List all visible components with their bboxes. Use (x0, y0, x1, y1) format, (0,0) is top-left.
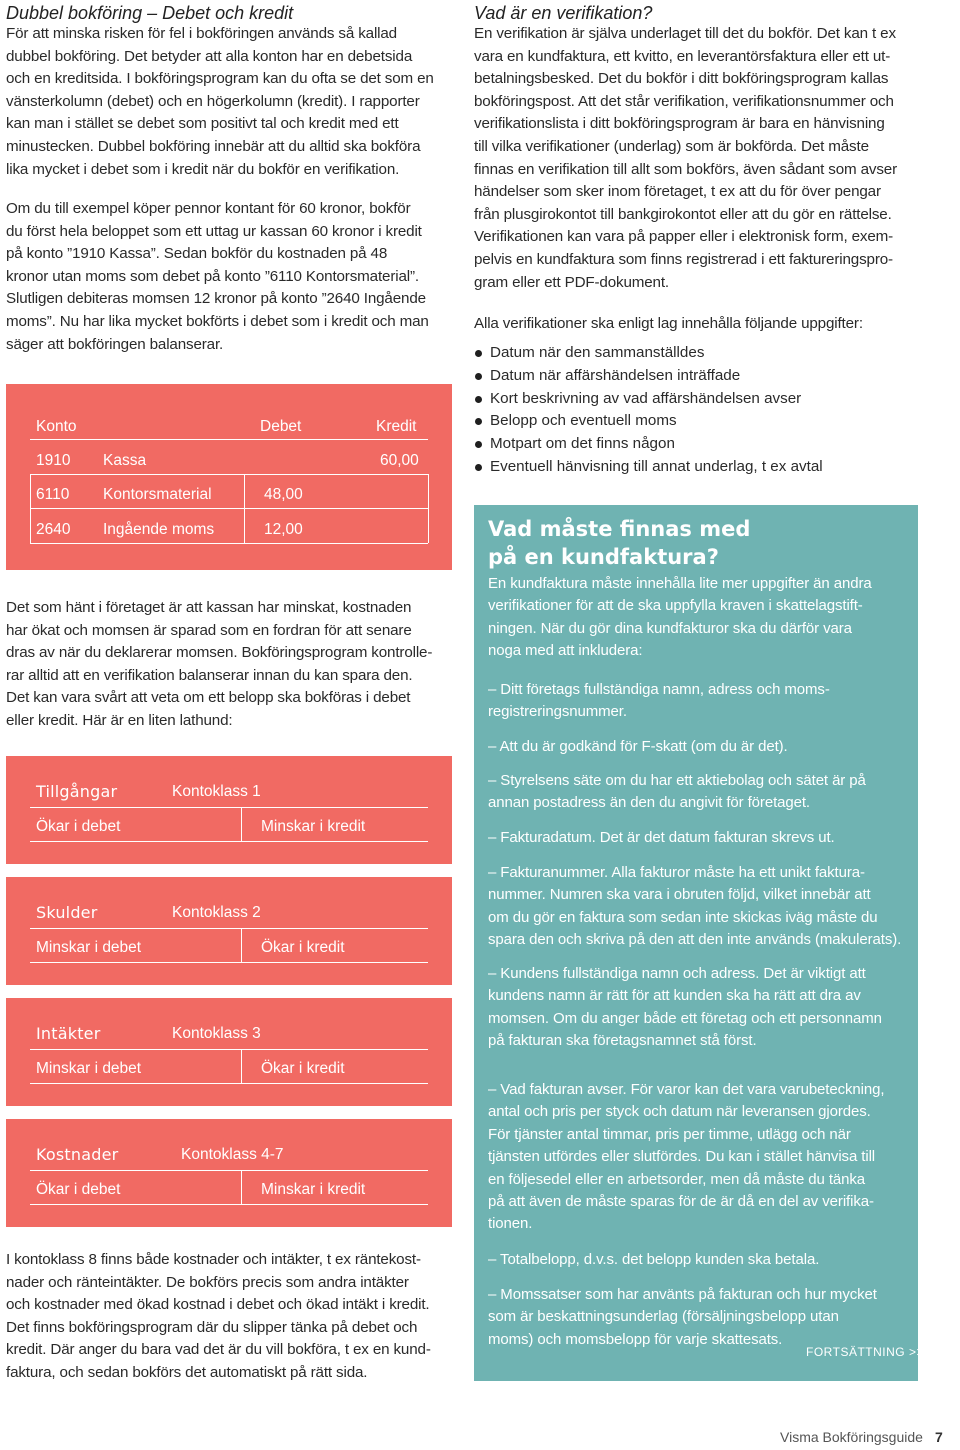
text-line: tjänsten utfördes eller slutfördes. Du kan i stället hänvisa till (488, 1148, 876, 1166)
ledger-divider (30, 474, 31, 543)
text-line: verifikationslista i ditt bokföringsprogram är bara en hänvisning (474, 115, 885, 133)
account-class-debet-rule: Minskar i debet (36, 939, 142, 956)
invoice-info-box (474, 505, 924, 1381)
paragraph-explanation (6, 597, 432, 733)
text-line: säger att bokföringen balanserar. (6, 335, 224, 353)
invoice-requirement (488, 1284, 906, 1351)
invoice-requirement (488, 963, 906, 1053)
text-line: – Kundens fullständiga namn och adress. Det är viktigt att (488, 965, 866, 982)
text-line: dubbel bokföring. Det betyder att alla konton har en debetsida (6, 47, 413, 65)
ledger-row-name: Kontorsmaterial (103, 486, 212, 503)
text-line: Om du till exempel köper pennor kontant för 60 kronor, bokför (6, 200, 411, 217)
paragraph-kontoklass-8 (6, 1249, 431, 1385)
ledger-row-debet: 12,00 (264, 521, 303, 538)
ledger-row-kredit: 60,00 (380, 452, 419, 469)
ledger-header-konto: Konto (36, 418, 77, 435)
footer-brand: Visma Bokföringsguide (780, 1429, 923, 1445)
text-line: I kontoklass 8 finns både kostnader och intäkter, t ex räntekost- (6, 1251, 421, 1268)
account-class-divider (30, 962, 428, 963)
text-line: noga med att inkludera: (488, 642, 643, 660)
text-line: händelser som sker inom företaget, t ex att du för över pengar (474, 183, 881, 201)
account-class-title: Intäkter (36, 1024, 101, 1043)
account-class-divider (30, 807, 428, 808)
text-line: finnas en verifikation till allt som bokförs, även sådant som avser (474, 160, 897, 178)
text-line: som är beskattningsunderlag (försäljningsbelopp utan (488, 1308, 839, 1326)
text-line: – Ditt företags fullständiga namn, adress och moms- (488, 681, 830, 698)
box-title-line: på en kundfaktura? (488, 545, 719, 569)
list-item: Belopp och eventuell moms (474, 410, 823, 433)
text-line: till vilka verifikationer (underlag) som är bokförda. Det måste (474, 137, 869, 155)
text-line: och kostnader med ökad kostnad i debet och ökad intäkt i kredit. (6, 1296, 430, 1314)
ledger-row-name: Ingående moms (103, 521, 215, 538)
account-class-card (6, 1119, 452, 1227)
text-line: För tjänster antal timmar, pris per timme, utlägg och när (488, 1125, 851, 1143)
invoice-requirement (488, 827, 906, 849)
text-line: om du gör en faktura som sedan inte skickas iväg måste du (488, 908, 878, 926)
account-class-card (6, 877, 452, 985)
ledger-divider (428, 474, 429, 543)
account-class-divider (30, 1049, 428, 1050)
paragraph-verifikation (474, 23, 897, 294)
account-class-kredit-rule: Minskar i kredit (261, 1181, 366, 1198)
paragraph-example (6, 198, 429, 356)
text-line: Det finns bokföringsprogram där du slipper tänka på debet och (6, 1318, 418, 1336)
account-class-kredit-rule: Ökar i kredit (261, 1060, 345, 1077)
invoice-requirement (488, 770, 906, 815)
section-heading-verifikation: Vad är en verifikation? (474, 3, 653, 23)
account-class-number: Kontoklass 1 (172, 783, 261, 800)
list-item: Kort beskrivning av vad affärshändelsen avser (474, 388, 823, 411)
ledger-row-konto: 2640 (36, 521, 71, 538)
text-line: minustecken. Dubbel bokföring innebär att du alltid ska bokföra (6, 137, 421, 155)
text-line: Slutligen debiteras momsen 12 kronor på konto ”2640 Ingående (6, 290, 426, 308)
text-line: – Totalbelopp, d.v.s. det belopp kunden ska betala. (488, 1251, 820, 1268)
text-line: nummer. Numren ska vara i obruten följd, vilket innebär att (488, 886, 871, 904)
account-class-number: Kontoklass 4-7 (181, 1146, 284, 1163)
text-line: tionen. (488, 1215, 533, 1233)
account-class-debet-rule: Ökar i debet (36, 1181, 121, 1198)
account-class-title: Tillgångar (36, 782, 118, 801)
text-line: betalningsbesked. Det du bokför i ditt bokföringsprogram kallas (474, 70, 889, 88)
continue-link[interactable]: FORTSÄTTNING >> (806, 1345, 924, 1359)
text-line: momsen. Om du anger både ett företag och ett personnamn (488, 1009, 882, 1027)
page-footer (780, 1429, 943, 1445)
text-line: gram eller ett PDF-dokument. (474, 273, 669, 291)
text-line: annan postadress än den du angivit för företaget. (488, 794, 810, 812)
text-line: pelvis en kundfaktura som finns registrerad i ett faktureringspro- (474, 250, 893, 268)
text-line: på att även de måste sparas för de är då en del av verifika- (488, 1193, 874, 1211)
account-class-kredit-rule: Minskar i kredit (261, 818, 366, 835)
ledger-divider (30, 508, 428, 509)
text-line: på fakturan ska företagsnamnet stå först. (488, 1032, 757, 1050)
paragraph-intro (6, 23, 434, 181)
invoice-requirement (488, 1079, 906, 1236)
text-line: lika mycket i debet som i kredit när du bokför en verifikation. (6, 160, 400, 178)
text-line: – Fakturadatum. Det är det datum fakturan skrevs ut. (488, 829, 835, 846)
text-line: – Vad fakturan avser. För varor kan det vara varubeteckning, (488, 1081, 885, 1098)
page-number: 7 (934, 1429, 943, 1445)
text-line: kronor utan moms som debet på konto ”6110 Kontorsmaterial”. (6, 267, 419, 285)
account-class-kredit-rule: Ökar i kredit (261, 939, 345, 956)
text-line: – Styrelsens säte om du har ett aktiebolag och sätet är på (488, 772, 866, 789)
text-line: från plusgirokontot till bankgirokontot eller att du gör en rättelse. (474, 205, 892, 223)
text-line: dras av när du deklarerar momsen. Bokföringsprogram kontrolle- (6, 644, 433, 662)
text-line: – Fakturanummer. Alla fakturor måste ha ett unikt faktura- (488, 864, 865, 881)
text-line: på konto ”1910 Kassa”. Sedan bokför du kostnaden på 48 (6, 245, 388, 263)
account-class-card (6, 998, 452, 1106)
account-class-divider (241, 1049, 242, 1083)
invoice-requirement (488, 679, 906, 724)
list-item: Motpart om det finns någon (474, 433, 823, 456)
account-class-debet-rule: Minskar i debet (36, 1060, 142, 1077)
text-line: kan man i stället se debet som positivt tal och kredit med ett (6, 115, 399, 133)
account-class-debet-rule: Ökar i debet (36, 818, 121, 835)
list-item: Datum när den sammanställdes (474, 342, 823, 365)
text-line: antal och pris per styck och datum när leveransen gjordes. (488, 1103, 871, 1121)
text-line: registreringsnummer. (488, 703, 627, 721)
account-class-number: Kontoklass 3 (172, 1025, 261, 1042)
text-line: Det som hänt i företaget är att kassan har minskat, kostnaden (6, 599, 412, 616)
invoice-requirement (488, 736, 906, 758)
invoice-requirement (488, 1249, 906, 1271)
text-line: En kundfaktura måste innehålla lite mer uppgifter än andra (488, 575, 872, 592)
text-line: Verifikationen kan vara på papper eller i elektronisk form, exem- (474, 228, 894, 246)
account-class-card (6, 756, 452, 864)
requirements-list (474, 342, 823, 479)
text-line: och en kreditsida. I bokföringsprogram kan du ofta se det som en (6, 70, 434, 88)
account-class-title: Kostnader (36, 1145, 119, 1164)
text-line: nader och ränteintäkter. De bokförs precis som andra intäkter (6, 1273, 409, 1291)
list-item: Eventuell hänvisning till annat underlag, t ex avtal (474, 456, 823, 479)
ledger-table (6, 384, 452, 570)
ledger-divider (30, 543, 428, 544)
text-line: faktura, och sedan bokförs det automatiskt på rätt sida. (6, 1363, 368, 1381)
text-line: – Att du är godkänd för F-skatt (om du är det). (488, 738, 788, 755)
text-line: du först hela beloppet som ett uttag ur kassan 60 kronor i kredit (6, 222, 422, 240)
account-class-divider (30, 1204, 428, 1205)
ledger-divider (30, 474, 428, 475)
ledger-header-debet: Debet (260, 418, 302, 435)
box-title (488, 515, 788, 571)
text-line: kundens namn är rätt för att kunden ska ha rätt att dra av (488, 987, 861, 1005)
text-line: moms”. Nu har lika mycket bokförts i debet som i kredit och man (6, 312, 429, 330)
ledger-divider (30, 439, 428, 440)
text-line: har ökat och momsen är sparad som en fordran för att senare (6, 621, 412, 639)
ledger-row-debet: 48,00 (264, 486, 303, 503)
account-class-divider (241, 807, 242, 841)
text-line: vara en kundfaktura, ett kvitto, en leverantörsfaktura eller ett ut- (474, 47, 891, 65)
text-line: – Momssatser som har använts på fakturan och hur mycket (488, 1286, 877, 1303)
text-line: verifikationer för att de ska uppfylla kraven i skattelagstift- (488, 597, 863, 615)
text-line: Det kan vara svårt att veta om ett belopp ska bokföras i debet (6, 689, 411, 707)
text-line: För att minska risken för fel i bokföringen används så kallad (6, 25, 397, 42)
ledger-row-konto: 6110 (36, 486, 70, 503)
section-heading-debet-kredit: Dubbel bokföring – Debet och kredit (6, 3, 294, 23)
ledger-row-name: Kassa (103, 452, 147, 469)
account-class-divider (241, 928, 242, 962)
text-line: en följesedel eller en arbetsorder, men då måste du tänka (488, 1170, 866, 1188)
paragraph-requirements: Alla verifikationer ska enligt lag innehålla följande uppgifter: (474, 315, 863, 332)
invoice-requirement (488, 862, 906, 952)
list-item: Datum när affärshändelsen inträffade (474, 365, 823, 388)
account-class-divider (30, 928, 428, 929)
box-title-line: Vad måste finnas med (488, 517, 751, 541)
text-line: bokföringspost. Att det står verifikation, verifikationsnummer och (474, 92, 894, 110)
text-line: moms) och momsbelopp för varje skattesats. (488, 1330, 783, 1348)
account-class-number: Kontoklass 2 (172, 904, 261, 921)
account-class-divider (30, 1083, 428, 1084)
account-class-divider (241, 1170, 242, 1204)
text-line: rar alltid att en verifikation balanserar innan du kan spara den. (6, 666, 413, 684)
text-line: vänsterkolumn (debet) och en högerkolumn (kredit). I rapporter (6, 92, 420, 110)
text-line: eller kredit. Här är en liten lathund: (6, 711, 233, 729)
account-class-divider (30, 841, 428, 842)
text-line: ningen. När du gör dina kundfakturor ska du därför vara (488, 619, 852, 637)
ledger-row-konto: 1910 (36, 452, 71, 469)
box-intro (488, 573, 906, 663)
account-class-title: Skulder (36, 903, 98, 922)
text-line: spara den och skriva på den att den inte används (makulerats). (488, 931, 902, 949)
ledger-header-kredit: Kredit (376, 418, 417, 435)
text-line: En verifikation är själva underlaget till det du bokför. Det kan t ex (474, 25, 896, 42)
ledger-divider (244, 474, 245, 543)
text-line: kredit. Där anger du bara vad det är du vill bokföra, t ex en kund- (6, 1341, 431, 1359)
account-class-divider (30, 1170, 428, 1171)
